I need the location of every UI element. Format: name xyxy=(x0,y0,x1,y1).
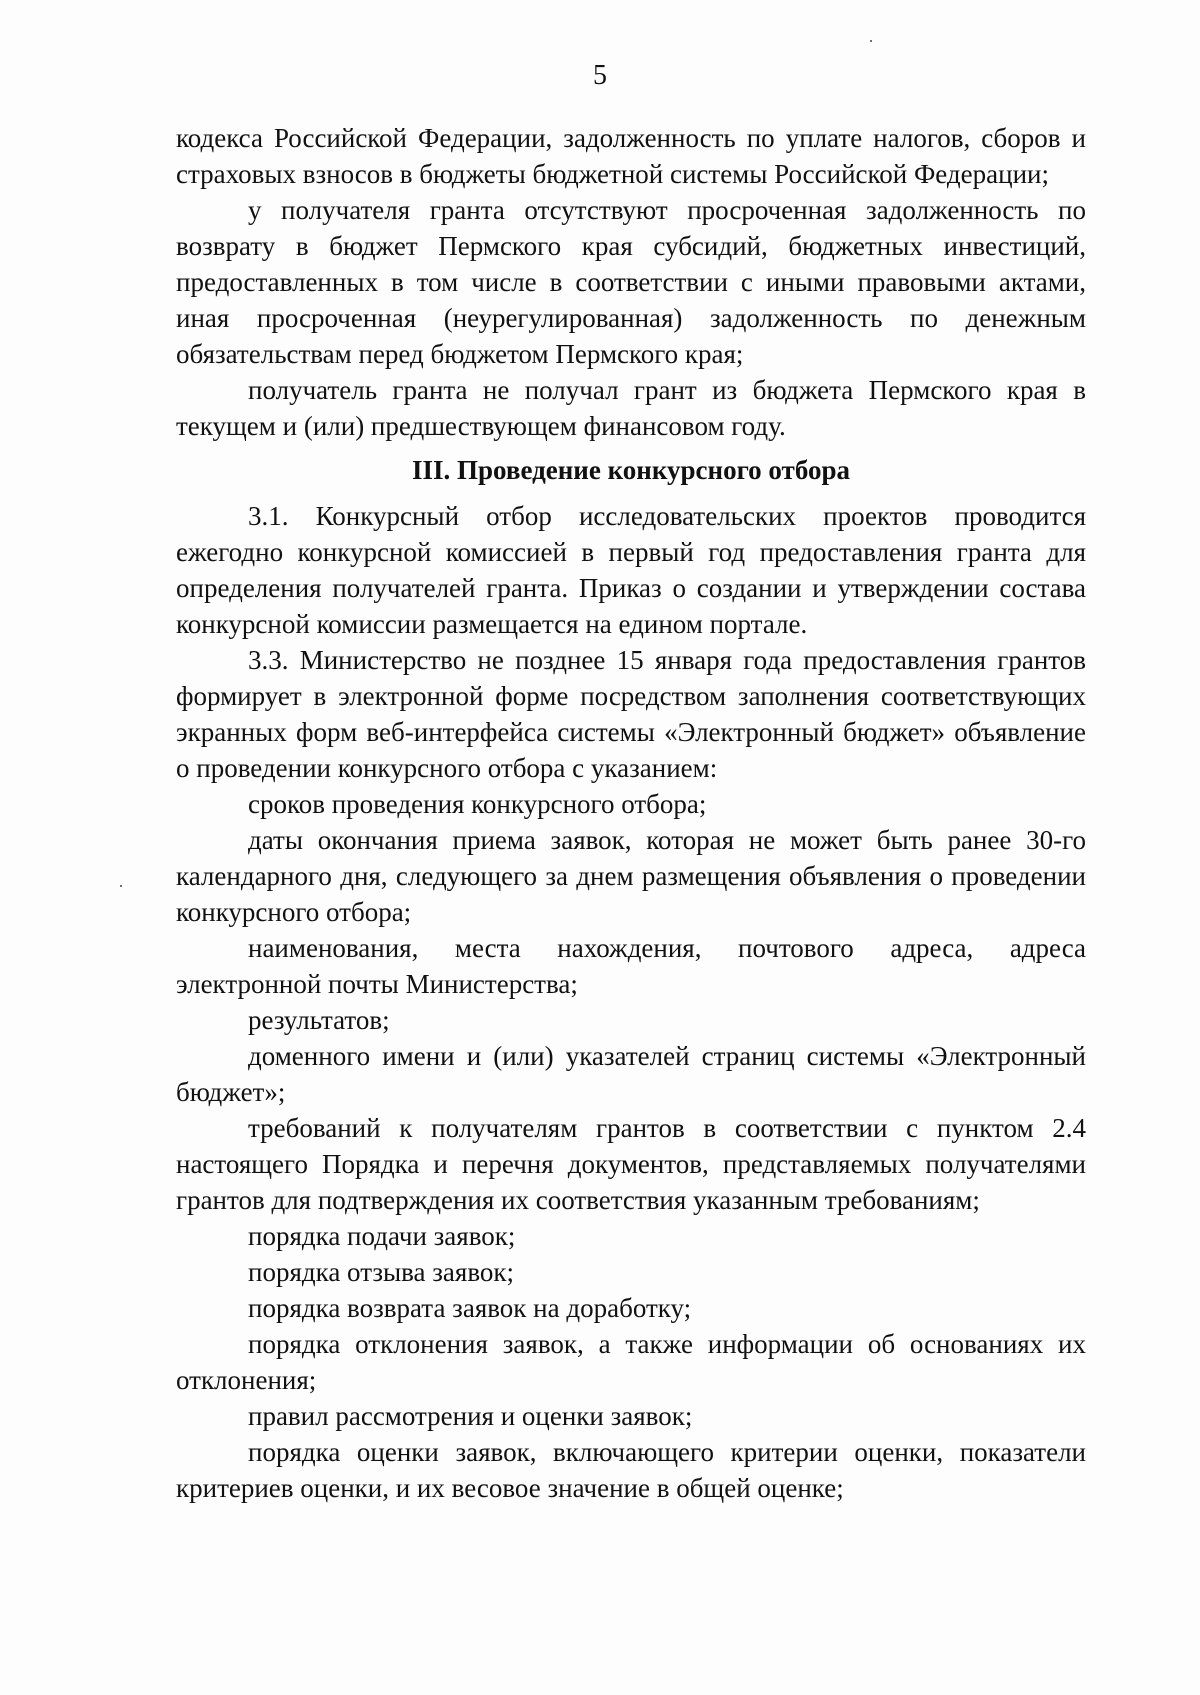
paragraph-no-overdue-debt: у получателя гранта отсутствуют просроченная задолженность по возврату в бюджет Пермского края субсидий, бюджетных инвестиций, предоставленных в том числе в соответствии с иными правовыми актами, иная просроченная (неурегулированная) задолженность по денежным обязательствам перед бюджетом Пермского края; xyxy=(176,195,1086,369)
list-item-rejection-procedure: порядка отклонения заявок, а также информации об основаниях их отклонения; xyxy=(176,1329,1086,1395)
scan-speck xyxy=(120,885,122,887)
paragraph-no-prior-grant: получатель гранта не получал грант из бюджета Пермского края в текущем и (или) предшествующем финансовом году. xyxy=(176,375,1086,441)
list-item-submission-procedure: порядка подачи заявок; xyxy=(248,1221,516,1251)
paragraph-3-1: 3.1. Конкурсный отбор исследовательских проектов проводится ежегодно конкурсной комиссией в первый год предоставления гранта для определения получателей гранта. Приказ о создании и утверждении состава конкурсной комиссии размещается на едином портале. xyxy=(176,501,1086,639)
list-item-end-date: даты окончания приема заявок, которая не может быть ранее 30-го календарного дня, следующего за днем размещения объявления о проведении конкурсного отбора; xyxy=(176,825,1086,927)
paragraph-3-3: 3.3. Министерство не позднее 15 января года предоставления грантов формирует в электронной форме посредством заполнения соответствующих экранных форм веб-интерфейса системы «Электронный бюджет» объявление о проведении конкурсного отбора с указанием: xyxy=(176,645,1086,783)
section-heading: III. Проведение конкурсного отбора xyxy=(412,455,850,485)
document-body xyxy=(176,120,1086,1506)
list-item-domain-name: доменного имени и (или) указателей страниц системы «Электронный бюджет»; xyxy=(176,1041,1086,1107)
paragraph-continued: кодекса Российской Федерации, задолженность по уплате налогов, сборов и страховых взносов в бюджеты бюджетной системы Российской Федерации; xyxy=(176,123,1086,189)
list-item-withdrawal-procedure: порядка отзыва заявок; xyxy=(248,1257,515,1287)
list-item-evaluation-procedure: порядка оценки заявок, включающего критерии оценки, показатели критериев оценки, и их весовое значение в общей оценке; xyxy=(176,1437,1086,1503)
list-item-requirements: требований к получателям грантов в соответствии с пунктом 2.4 настоящего Порядка и перечня документов, представляемых получателями грантов для подтверждения их соответствия указанным требованиям; xyxy=(176,1113,1086,1215)
list-item-review-rules: правил рассмотрения и оценки заявок; xyxy=(248,1401,693,1431)
page-number: 5 xyxy=(593,60,607,91)
list-item-deadlines: сроков проведения конкурсного отбора; xyxy=(248,789,707,819)
list-item-return-procedure: порядка возврата заявок на доработку; xyxy=(248,1293,692,1323)
scan-speck xyxy=(870,40,872,42)
list-item-results: результатов; xyxy=(248,1005,390,1035)
list-item-ministry-address: наименования, места нахождения, почтового адреса, адреса электронной почты Министерства; xyxy=(176,933,1086,999)
